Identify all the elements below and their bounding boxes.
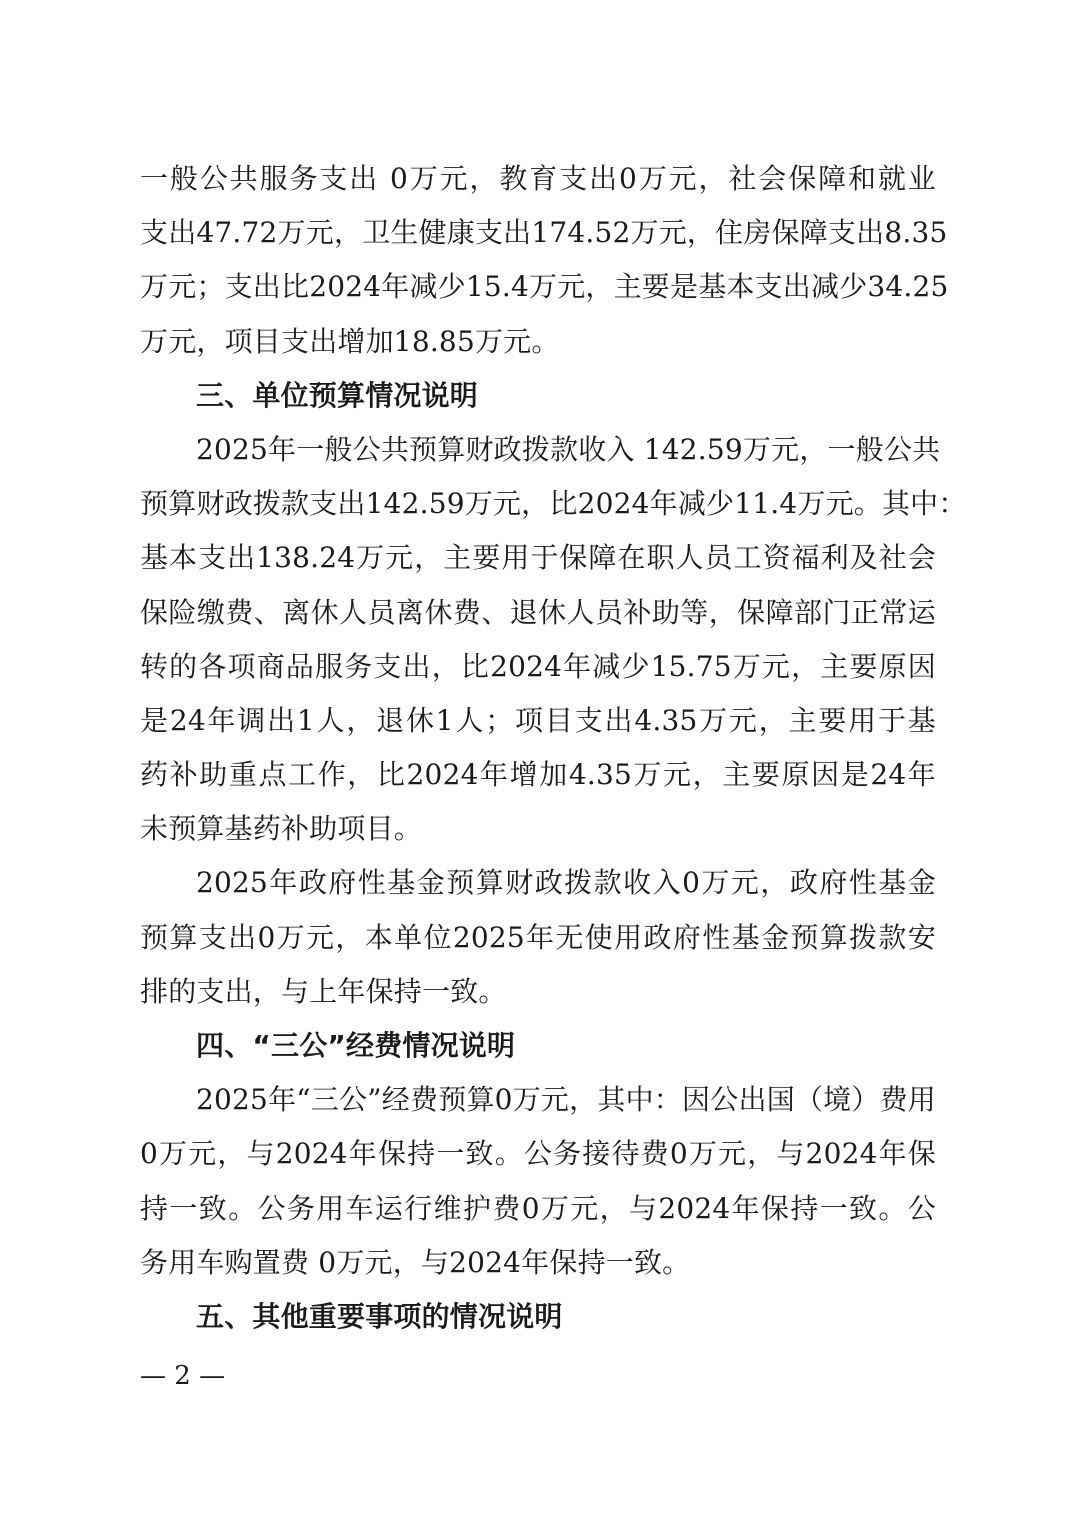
paragraph-line: 保险缴费、离休人员离休费、退休人员补助等，保障部门正常运 bbox=[140, 595, 936, 629]
paragraph-line: 药补助重点工作，比2024年增加4.35万元，主要原因是24年 bbox=[140, 758, 936, 792]
paragraph-line: 基本支出138.24万元，主要用于保障在职人员工资福利及社会 bbox=[140, 541, 936, 575]
paragraph-line: 2025年“三公”经费预算0万元，其中：因公出国（境）费用 bbox=[196, 1083, 936, 1117]
paragraph-line: 0万元，与2024年保持一致。公务接待费0万元，与2024年保 bbox=[140, 1137, 936, 1171]
paragraph-line: 转的各项商品服务支出，比2024年减少15.75万元，主要原因 bbox=[140, 649, 936, 683]
document-body bbox=[140, 152, 967, 1344]
paragraph-line: 务用车购置费 0万元，与2024年保持一致。 bbox=[140, 1245, 691, 1279]
paragraph-line: 未预算基药补助项目。 bbox=[140, 812, 423, 846]
paragraph-line: 支出47.72万元，卫生健康支出174.52万元，住房保障支出8.35 bbox=[140, 216, 948, 250]
paragraph-line: 万元，项目支出增加18.85万元。 bbox=[140, 324, 560, 358]
paragraph-line: 预算支出0万元，本单位2025年无使用政府性基金预算拨款安 bbox=[140, 920, 936, 954]
paragraph-line: 万元；支出比2024年减少15.4万元，主要是基本支出减少34.25 bbox=[140, 270, 949, 304]
page-number: — 2 — bbox=[140, 1361, 226, 1391]
paragraph-line: 排的支出，与上年保持一致。 bbox=[140, 974, 507, 1008]
paragraph-line: 一般公共服务支出 0万元，教育支出0万元，社会保障和就业 bbox=[140, 162, 936, 195]
section-heading-three-public-expenses: 四、“三公”经费情况说明 bbox=[196, 1029, 516, 1062]
paragraph-line: 持一致。公务用车运行维护费0万元，与2024年保持一致。公 bbox=[140, 1191, 936, 1225]
paragraph-line: 2025年政府性基金预算财政拨款收入0万元，政府性基金 bbox=[196, 866, 936, 900]
paragraph-line: 预算财政拨款支出142.59万元，比2024年减少11.4万元。其中： bbox=[140, 487, 967, 521]
section-heading-unit-budget: 三、单位预算情况说明 bbox=[196, 378, 479, 412]
section-heading-other-matters: 五、其他重要事项的情况说明 bbox=[196, 1299, 563, 1333]
paragraph-line: 2025年一般公共预算财政拨款收入 142.59万元，一般公共 bbox=[196, 432, 941, 466]
paragraph-line: 是24年调出1人，退休1人；项目支出4.35万元，主要用于基 bbox=[140, 703, 936, 737]
